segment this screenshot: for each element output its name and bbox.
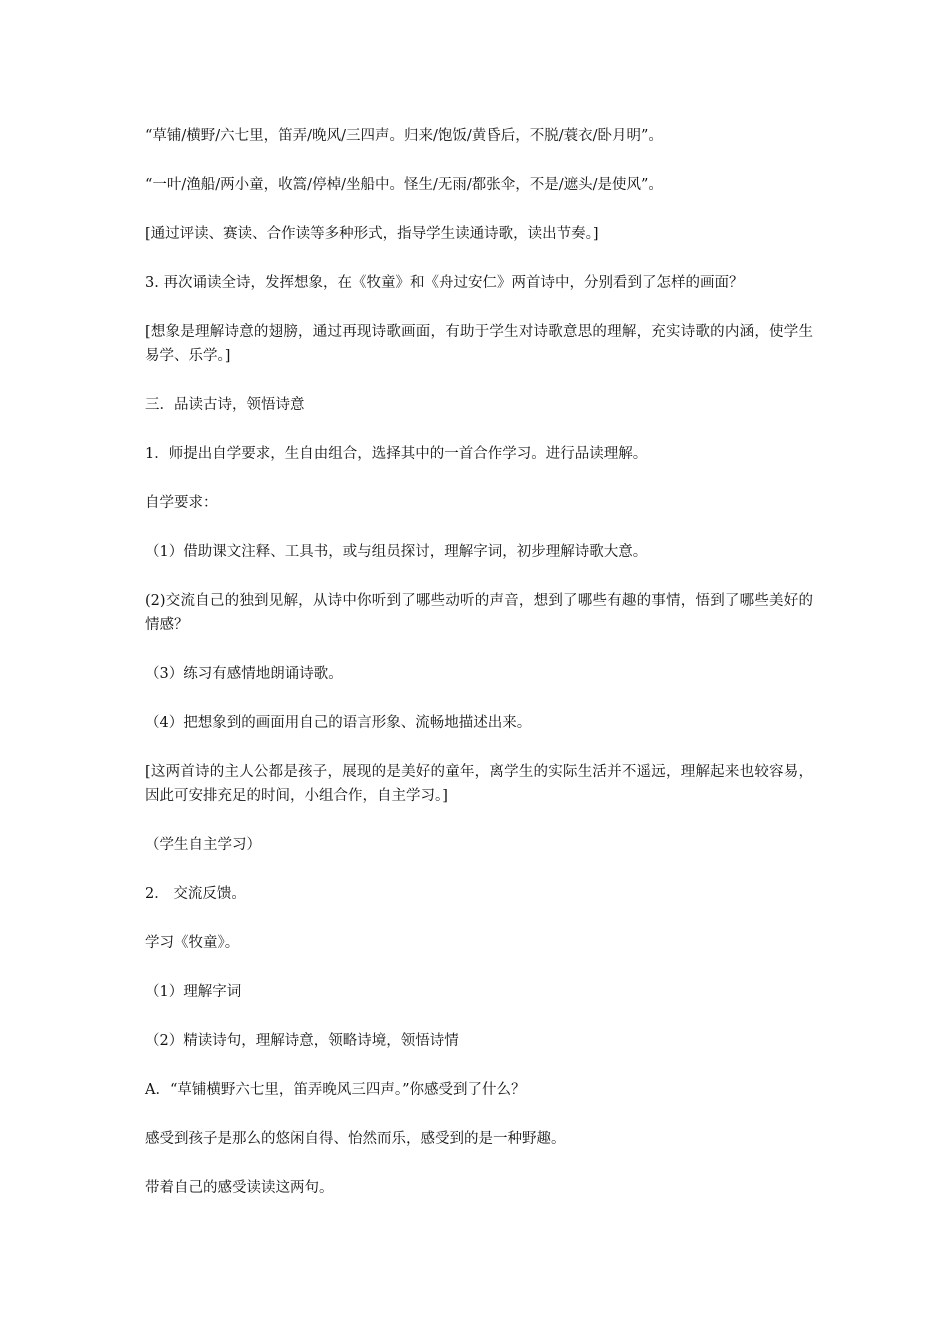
list-item: （4）把想象到的画面用自己的语言形象、流畅地描述出来。 — [145, 715, 532, 731]
subsection-heading: 学习《牧童》。 — [145, 935, 240, 951]
step-paragraph: 2． 交流反馈。 — [145, 886, 246, 902]
list-item: (2)交流自己的独到见解，从诗中你听到了哪些动听的声音，想到了哪些有趣的事情，悟到了哪些美好的情感？ — [145, 593, 813, 633]
instruction-paragraph: 带着自己的感受读读这两句。 — [145, 1180, 334, 1196]
teaching-note: [想象是理解诗意的翅膀，通过再现诗歌画面，有助于学生对诗歌意思的理解，充实诗歌的内涵，使学生易学、乐学。] — [145, 324, 813, 364]
step-paragraph: 3. 再次诵读全诗，发挥想象，在《牧童》和《舟过安仁》两首诗中，分别看到了怎样的画面？ — [145, 275, 744, 291]
poem-line-mutong: “草铺/横野/六七里，笛弄/晚风/三四声。归来/饱饭/黄昏后，不脱/蓑衣/卧月明”。 — [145, 128, 663, 144]
list-item: （3）练习有感情地朗诵诗歌。 — [145, 666, 343, 682]
activity-note: （学生自主学习） — [145, 837, 261, 853]
list-item: （1）理解字词 — [145, 984, 242, 1000]
question-paragraph: A．“草铺横野六七里，笛弄晚风三四声。”你感受到了什么？ — [145, 1082, 526, 1098]
poem-line-zhouguo: “一叶/渔船/两小童，收篙/停棹/坐船中。怪生/无雨/都张伞，不是/遮头/是使风”。 — [145, 177, 663, 193]
teaching-note: [通过评读、赛读、合作读等多种形式，指导学生读通诗歌，读出节奏。] — [145, 226, 599, 242]
document-body — [145, 124, 813, 1225]
list-item: （1）借助课文注释、工具书，或与组员探讨，理解字词，初步理解诗歌大意。 — [145, 544, 648, 560]
step-paragraph: 1．师提出自学要求，生自由组合，选择其中的一首合作学习。进行品读理解。 — [145, 446, 648, 462]
section-heading: 三．品读古诗，领悟诗意 — [145, 397, 305, 413]
teaching-note: [这两首诗的主人公都是孩子，展现的是美好的童年，离学生的实际生活并不遥远，理解起来也较容易，因此可安排充足的时间，小组合作，自主学习。] — [145, 764, 813, 804]
answer-paragraph: 感受到孩子是那么的悠闲自得、怡然而乐，感受到的是一种野趣。 — [145, 1131, 566, 1147]
list-item: （2）精读诗句，理解诗意，领略诗境，领悟诗情 — [145, 1033, 459, 1049]
list-heading: 自学要求： — [145, 495, 218, 511]
